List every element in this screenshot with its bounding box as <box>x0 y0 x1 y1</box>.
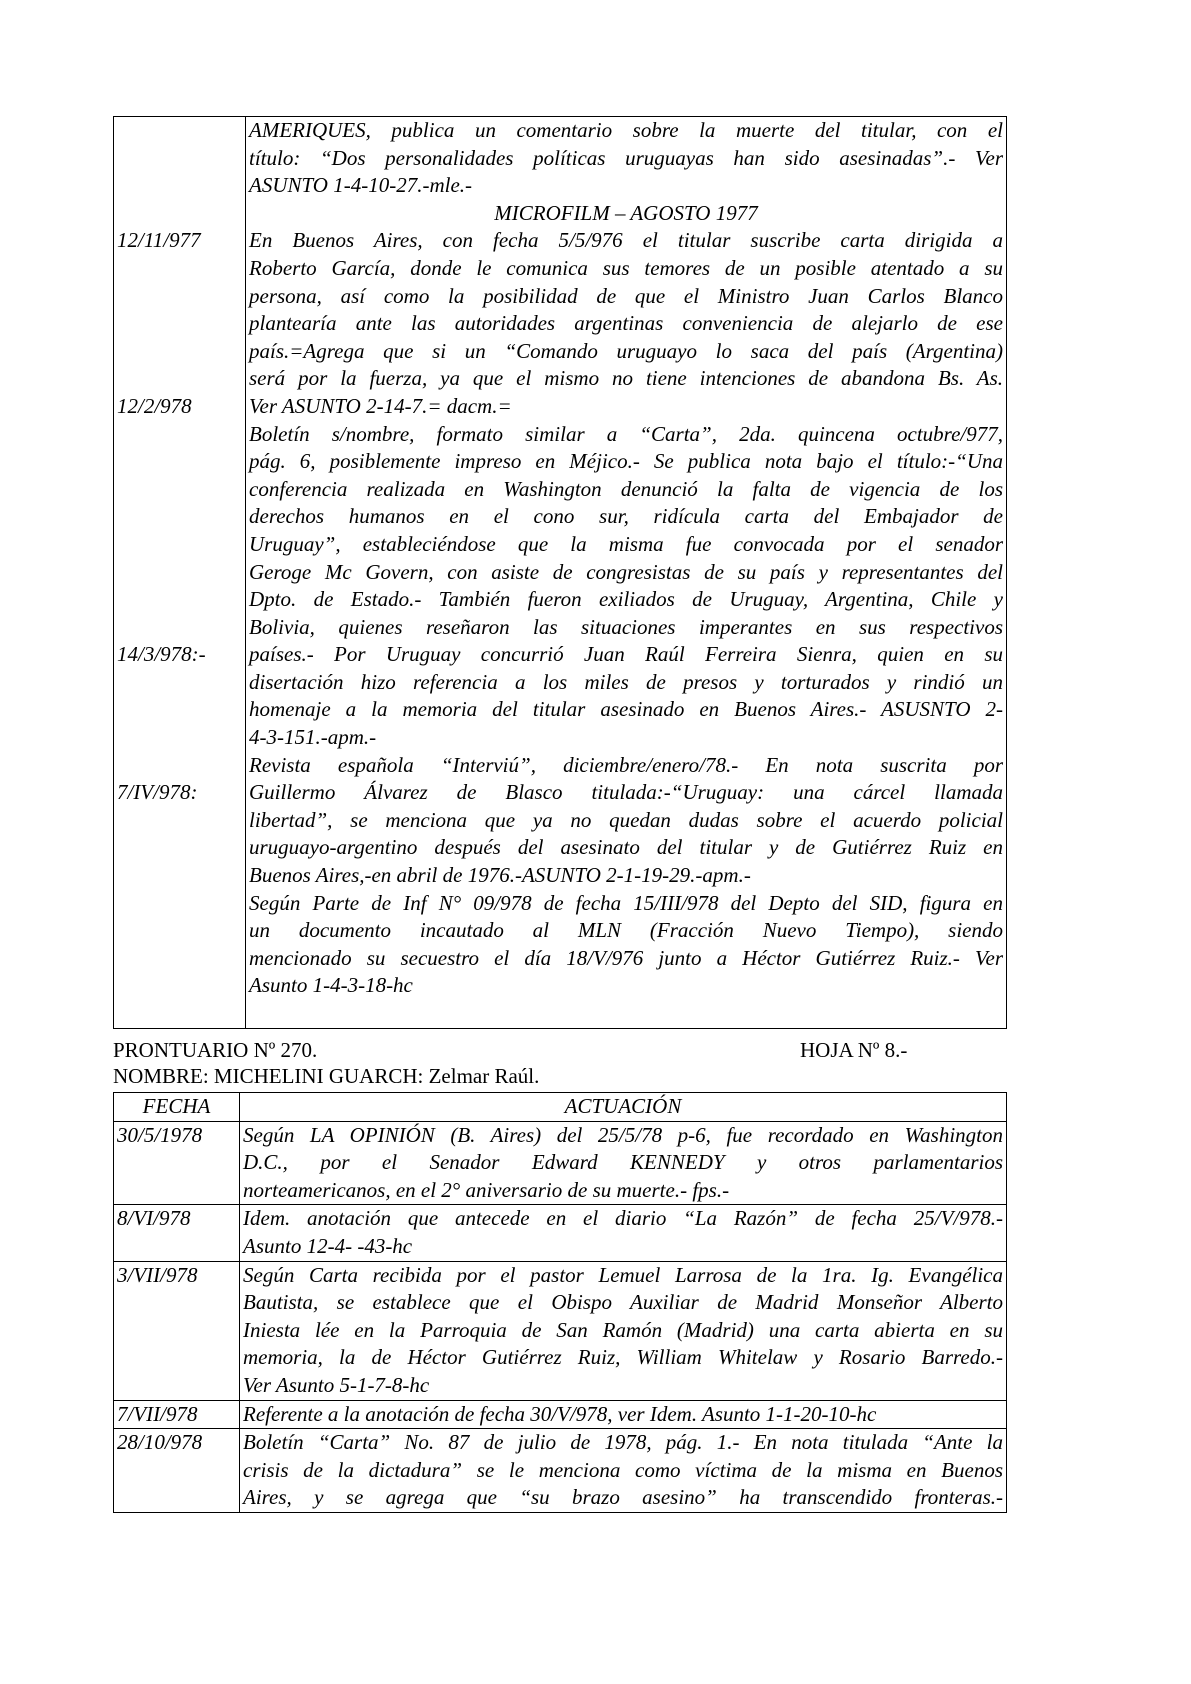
record-date: 12/2/978 <box>117 393 192 418</box>
record-text-line: Iniesta lée en la Parroquia de San Ramón (Madrid) una carta abierta en su <box>243 1317 1003 1342</box>
record-text-line: Según LA OPINIÓN (B. Aires) del 25/5/78 p-6, fue recordado en Washington <box>243 1122 1003 1147</box>
record-text-line: Idem. anotación que antecede en el diario “La Razón” de fecha 25/V/978.- <box>243 1206 1003 1231</box>
table-row <box>114 1429 1007 1513</box>
record-text-line: Boletín “Carta” No. 87 de julio de 1978, pág. 1.- En nota titulada “Ante la <box>243 1430 1003 1455</box>
record-text-line: AMERIQUES, publica un comentario sobre la muerte del titular, con el <box>249 118 1003 142</box>
record-text <box>240 1205 1007 1261</box>
record-text-line: plantearía ante las autoridades argentinas conveniencia de alejarlo de ese <box>249 311 1003 336</box>
record-text-line: un documento incautado al MLN (Fracción Nuevo Tiempo), siendo <box>249 918 1003 943</box>
date-spacer <box>117 117 242 145</box>
record-text-line: libertad”, se menciona que ya no quedan dudas sobre el acuerdo policial <box>249 807 1003 832</box>
record-date: 7/IV/978: <box>117 780 198 805</box>
record-date: 3/VII/978 <box>114 1261 240 1400</box>
date-spacer <box>117 255 242 283</box>
date-spacer <box>117 834 242 862</box>
date-spacer <box>117 448 242 476</box>
record-text-line: D.C., por el Senador Edward KENNEDY y otros parlamentarios <box>243 1150 1003 1175</box>
lower-record-table <box>113 1092 1007 1513</box>
record-text-line: Ver Asunto 5-1-7-8-hc <box>243 1372 430 1397</box>
record-text-line: Geroge Mc Govern, con asiste de congresistas de su país y representantes del <box>249 559 1003 584</box>
record-text-line: En Buenos Aires, con fecha 5/5/976 el titular suscribe carta dirigida a <box>249 228 1003 253</box>
record-text-line: Bautista, se establece que el Obispo Auxiliar de Madrid Monseñor Alberto <box>243 1290 1003 1315</box>
record-text-line: Dpto. de Estado.- También fueron exiliados de Uruguay, Argentina, Chile y <box>249 587 1003 612</box>
date-spacer <box>117 669 242 697</box>
date-spacer <box>117 724 242 752</box>
date-spacer <box>117 945 242 973</box>
date-spacer <box>117 172 242 200</box>
date-spacer <box>117 283 242 311</box>
record-text-line: Buenos Aires,-en abril de 1976.-ASUNTO 2-1-19-29.-apm.- <box>249 863 751 888</box>
record-text-line: disertación hizo referencia a los miles de presos y torturados y rindió un <box>249 669 1003 694</box>
record-text-line: derechos humanos en el cono sur, ridícula carta del Embajador de <box>249 504 1003 529</box>
date-spacer <box>117 145 242 173</box>
record-text-line: Asunto 1-4-3-18-hc <box>249 973 413 998</box>
record-text-line: país.=Agrega que si un “Comando uruguayo lo saca del país (Argentina) <box>249 338 1003 363</box>
record-text-line: uruguayo-argentino después del asesinato del titular y de Gutiérrez Ruiz en <box>249 835 1003 860</box>
record-text-line: será por la fuerza, ya que el mismo no tiene intenciones de abandona Bs. As. <box>249 366 1003 391</box>
record-text-line: persona, así como la posibilidad de que el Ministro Juan Carlos Blanco <box>249 283 1003 308</box>
date-column <box>114 117 246 1029</box>
actuacion-column <box>246 117 1007 1029</box>
section-heading: MICROFILM – AGOSTO 1977 <box>494 200 758 225</box>
date-spacer <box>117 421 242 449</box>
record-date: 7/VII/978 <box>114 1400 240 1429</box>
record-date: 8/VI/978 <box>114 1205 240 1261</box>
date-spacer <box>117 503 242 531</box>
record-text-line: Referente a la anotación de fecha 30/V/978, ver Idem. Asunto 1-1-20-10-hc <box>243 1401 877 1426</box>
table-row <box>114 1400 1007 1429</box>
date-spacer <box>117 862 242 890</box>
record-text <box>240 1121 1007 1205</box>
prontuario-number: PRONTUARIO Nº 270. <box>113 1038 318 1062</box>
record-text-line: título: “Dos personalidades políticas uruguayas han sido asesinadas”.- Ver <box>249 145 1003 170</box>
record-date: 14/3/978:- <box>117 642 206 667</box>
table-row <box>114 1121 1007 1205</box>
date-spacer <box>117 338 242 366</box>
date-spacer <box>117 365 242 393</box>
record-text <box>240 1261 1007 1400</box>
record-text-line: Roberto García, donde le comunica sus temores de un posible atentado a su <box>249 255 1003 280</box>
table-row <box>114 1261 1007 1400</box>
date-spacer <box>117 614 242 642</box>
record-text-line: mencionado su secuestro el día 18/V/976 junto a Héctor Gutiérrez Ruiz.- Ver <box>249 945 1003 970</box>
fecha-column-header: FECHA <box>114 1093 240 1122</box>
record-text-line: norteamericanos, en el 2° aniversario de su muerte.- fps.- <box>243 1177 730 1202</box>
table-row <box>114 117 1007 1029</box>
record-text-line: conferencia realizada en Washington denunció la falta de vigencia de los <box>249 476 1003 501</box>
record-text-line: crisis de la dictadura” se le menciona como víctima de la misma en Buenos <box>243 1457 1003 1482</box>
record-text-line: Uruguay”, estableciéndose que la misma fue convocada por el senador <box>249 531 1003 556</box>
record-text <box>240 1429 1007 1513</box>
record-text-line: Bolivia, quienes reseñaron las situaciones imperantes en sus respectivos <box>249 614 1003 639</box>
record-text-line: Revista española “Interviú”, diciembre/enero/78.- En nota suscrita por <box>249 752 1003 777</box>
record-text-line: memoria, la de Héctor Gutiérrez Ruiz, William Whitelaw y Rosario Barredo.- <box>243 1345 1003 1370</box>
record-date: 12/11/977 <box>117 228 201 253</box>
date-spacer <box>117 696 242 724</box>
subject-name: NOMBRE: MICHELINI GUARCH: Zelmar Raúl. <box>113 1064 540 1088</box>
date-spacer <box>117 310 242 338</box>
record-text-line: Guillermo Álvarez de Blasco titulada:-“Uruguay: una cárcel llamada <box>249 780 1003 805</box>
record-text-line: países.- Por Uruguay concurrió Juan Raúl Ferreira Sienra, quien en su <box>249 642 1003 667</box>
actuacion-column-header: ACTUACIÓN <box>240 1093 1007 1122</box>
date-spacer <box>117 752 242 780</box>
record-text-line: Según Carta recibida por el pastor Lemuel Larrosa de la 1ra. Ig. Evangélica <box>243 1262 1003 1287</box>
record-text-line: Aires, y se agrega que “su brazo asesino” ha transcendido fronteras.- <box>243 1485 1003 1510</box>
record-text-line: Según Parte de Inf N° 09/978 de fecha 15/III/978 del Depto del SID, figura en <box>249 890 1003 915</box>
date-spacer <box>117 917 242 945</box>
date-spacer <box>117 559 242 587</box>
record-date: 28/10/978 <box>114 1429 240 1513</box>
record-text-line: Ver ASUNTO 2-14-7.= dacm.= <box>249 393 512 418</box>
date-spacer <box>117 807 242 835</box>
date-spacer <box>117 200 242 228</box>
record-text-line: Asunto 12-4- -43-hc <box>243 1233 413 1258</box>
record-text-line: pág. 6, posiblemente impreso en Méjico.- Se publica nota bajo el título:-“Una <box>249 449 1003 474</box>
record-text-line: Boletín s/nombre, formato similar a “Carta”, 2da. quincena octubre/977, <box>249 421 1003 446</box>
record-text-line: 4-3-151.-apm.- <box>249 725 377 750</box>
record-date: 30/5/1978 <box>114 1121 240 1205</box>
table-header-row <box>114 1093 1007 1122</box>
table-row <box>114 1205 1007 1261</box>
record-text <box>240 1400 1007 1429</box>
upper-record-table <box>113 116 1007 1029</box>
record-text-line: homenaje a la memoria del titular asesinado en Buenos Aires.- ASUSNTO 2- <box>249 697 1003 722</box>
date-spacer <box>117 1000 242 1028</box>
date-spacer <box>117 476 242 504</box>
date-spacer <box>117 586 242 614</box>
date-spacer <box>117 890 242 918</box>
date-spacer <box>117 972 242 1000</box>
record-text-line: ASUNTO 1-4-10-27.-mle.- <box>249 173 473 198</box>
date-spacer <box>117 531 242 559</box>
sheet-number: HOJA Nº 8.- <box>800 1038 908 1062</box>
lower-table-body <box>114 1121 1007 1512</box>
